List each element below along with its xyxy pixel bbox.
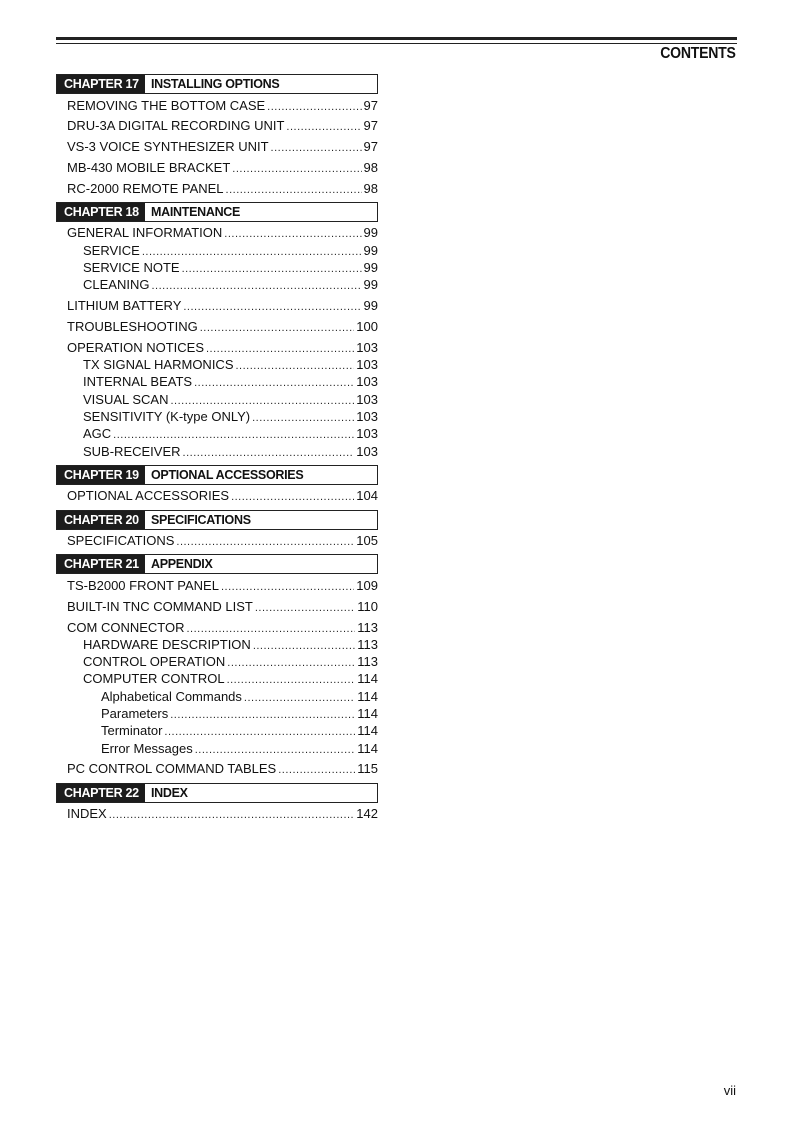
- toc-entry-title: CLEANING: [83, 277, 150, 293]
- chapter-number: CHAPTER 17: [57, 75, 145, 93]
- chapter-heading: [56, 465, 378, 485]
- toc-entry[interactable]: [56, 426, 378, 443]
- dot-leader: [142, 244, 362, 260]
- chapter-heading: [56, 554, 378, 574]
- toc-entry-page: 99: [363, 298, 378, 314]
- toc-entry-page: 114: [357, 723, 378, 739]
- chapter-heading: [56, 202, 378, 222]
- toc-entry-page: 97: [363, 97, 378, 113]
- dot-leader: [183, 299, 361, 315]
- dot-leader: [200, 320, 355, 336]
- header-rule-thick: [56, 37, 737, 40]
- page-title: CONTENTS: [660, 45, 736, 62]
- toc-entry-title: OPERATION NOTICES: [67, 339, 204, 355]
- chapter-title: APPENDIX: [151, 557, 213, 572]
- toc-entry-title: Alphabetical Commands: [101, 688, 242, 704]
- toc-entry[interactable]: [56, 357, 378, 374]
- dot-leader: [171, 393, 355, 409]
- toc-entry[interactable]: [56, 599, 378, 616]
- chapter-section: [56, 554, 378, 778]
- toc-entry-title: SPECIFICATIONS: [67, 533, 175, 549]
- toc-entry-page: 142: [356, 806, 378, 822]
- toc-entry-page: 103: [356, 357, 378, 373]
- dot-leader: [255, 600, 355, 616]
- toc-entry[interactable]: [56, 260, 378, 277]
- page-number: vii: [723, 1083, 736, 1098]
- toc-entry-title: HARDWARE DESCRIPTION: [83, 636, 251, 652]
- dot-leader: [182, 261, 362, 277]
- toc-entry-title: VS-3 VOICE SYNTHESIZER UNIT: [67, 139, 269, 155]
- toc-entry-page: 98: [363, 159, 378, 175]
- chapter-section: [56, 202, 378, 461]
- chapter-number: CHAPTER 22: [57, 784, 145, 802]
- chapter-heading: [56, 510, 378, 530]
- dot-leader: [226, 182, 362, 198]
- toc-entry-page: 97: [363, 139, 378, 155]
- toc-entry-title: BUILT-IN TNC COMMAND LIST: [67, 598, 253, 614]
- chapter-title: SPECIFICATIONS: [151, 512, 251, 527]
- toc-entry-title: TS-B2000 FRONT PANEL: [67, 577, 219, 593]
- toc-entry-title: Error Messages: [101, 740, 193, 756]
- toc-entry-page: 114: [357, 740, 378, 756]
- toc-entry-page: 97: [363, 118, 378, 134]
- dot-leader: [186, 621, 355, 637]
- toc-entry-page: 104: [356, 488, 378, 504]
- toc-entry[interactable]: [56, 671, 378, 688]
- dot-leader: [286, 119, 361, 135]
- toc-entry-title: PC CONTROL COMMAND TABLES: [67, 761, 277, 777]
- chapter-section: [56, 783, 378, 824]
- toc-entry-title: COMPUTER CONTROL: [83, 671, 225, 687]
- toc-entry[interactable]: [56, 298, 378, 315]
- dot-leader: [252, 410, 354, 426]
- toc-entry[interactable]: [56, 706, 378, 723]
- toc-entry[interactable]: [56, 761, 378, 778]
- toc-entry[interactable]: [56, 340, 378, 357]
- chapter-number: CHAPTER 19: [57, 466, 145, 484]
- toc-entry-page: 113: [357, 654, 378, 670]
- toc-entry-page: 100: [356, 318, 378, 334]
- dot-leader: [194, 375, 354, 391]
- dot-leader: [183, 445, 355, 461]
- dot-leader: [113, 427, 354, 443]
- toc-entry[interactable]: [56, 533, 378, 550]
- dot-leader: [235, 358, 354, 374]
- dot-leader: [271, 140, 362, 156]
- toc-entry-title: COM CONNECTOR: [67, 619, 185, 635]
- chapter-title: INDEX: [151, 785, 188, 800]
- toc-entry[interactable]: [56, 243, 378, 260]
- dot-leader: [231, 489, 354, 505]
- toc-entry[interactable]: [56, 98, 378, 115]
- toc-entry-page: 99: [363, 260, 378, 276]
- toc-entry[interactable]: [56, 488, 378, 505]
- toc-entry[interactable]: [56, 319, 378, 336]
- toc-entry[interactable]: [56, 225, 378, 242]
- dot-leader: [195, 742, 356, 758]
- dot-leader: [232, 161, 361, 177]
- chapter-number: CHAPTER 18: [57, 203, 145, 221]
- dot-leader: [221, 579, 354, 595]
- toc-entry[interactable]: [56, 637, 378, 654]
- chapter-title: INSTALLING OPTIONS: [151, 77, 280, 91]
- toc-entry-title: SUB-RECEIVER: [83, 443, 181, 459]
- toc-entry[interactable]: [56, 409, 378, 426]
- toc-entry-page: 99: [363, 242, 378, 258]
- toc-entry-page: 113: [357, 619, 378, 635]
- dot-leader: [278, 762, 355, 778]
- toc-entry-title: LITHIUM BATTERY: [67, 298, 182, 314]
- chapter-section: [56, 465, 378, 506]
- chapter-heading: [56, 74, 378, 94]
- toc-entry-page: 114: [357, 688, 378, 704]
- toc-entry-title: Parameters: [101, 706, 169, 722]
- toc-entry[interactable]: [56, 741, 378, 758]
- header-rule-thin: [56, 43, 737, 44]
- toc-entry-title: SENSITIVITY (K-type ONLY): [83, 408, 251, 424]
- dot-leader: [164, 724, 355, 740]
- toc-entry[interactable]: [56, 723, 378, 740]
- toc-entry-page: 113: [357, 636, 378, 652]
- toc-entry-title: SERVICE: [83, 242, 140, 258]
- dot-leader: [253, 638, 355, 654]
- dot-leader: [227, 655, 355, 671]
- toc-entry-page: 103: [356, 426, 378, 442]
- toc-entry-page: 103: [356, 443, 378, 459]
- toc-entry-title: TX SIGNAL HARMONICS: [83, 357, 234, 373]
- chapter-title: MAINTENANCE: [151, 204, 241, 219]
- toc-entry-page: 114: [357, 706, 378, 722]
- toc-entry-page: 99: [363, 277, 378, 293]
- chapter-number: CHAPTER 20: [57, 511, 145, 529]
- table-of-contents: [56, 74, 378, 824]
- toc-entry-title: RC-2000 REMOTE PANEL: [67, 180, 224, 196]
- toc-entry-page: 99: [363, 225, 378, 241]
- toc-entry-title: GENERAL INFORMATION: [67, 225, 223, 241]
- toc-entry-page: 105: [356, 533, 378, 549]
- toc-entry[interactable]: [56, 620, 378, 637]
- toc-entry-title: CONTROL OPERATION: [83, 654, 226, 670]
- toc-entry-title: Terminator: [101, 723, 163, 739]
- toc-entry-page: 110: [357, 598, 378, 614]
- dot-leader: [151, 278, 361, 294]
- toc-entry[interactable]: [56, 444, 378, 461]
- toc-entry-page: 109: [356, 577, 378, 593]
- dot-leader: [206, 341, 354, 357]
- dot-leader: [224, 226, 361, 242]
- toc-entry[interactable]: [56, 654, 378, 671]
- toc-entry[interactable]: [56, 374, 378, 391]
- toc-entry-page: 103: [356, 339, 378, 355]
- toc-entry[interactable]: [56, 277, 378, 294]
- toc-entry-page: 103: [356, 374, 378, 390]
- toc-entry[interactable]: [56, 392, 378, 409]
- toc-entry-title: INDEX: [67, 806, 107, 822]
- toc-entry-title: TROUBLESHOOTING: [67, 318, 198, 334]
- toc-entry[interactable]: [56, 160, 378, 177]
- chapter-section: [56, 74, 378, 198]
- chapter-section: [56, 510, 378, 551]
- dot-leader: [227, 672, 356, 688]
- toc-entry-title: MB-430 MOBILE BRACKET: [67, 159, 231, 175]
- toc-entry[interactable]: [56, 118, 378, 135]
- toc-entry-page: 98: [363, 180, 378, 196]
- toc-entry-page: 103: [356, 408, 378, 424]
- toc-entry-page: 114: [357, 671, 378, 687]
- toc-entry[interactable]: [56, 181, 378, 198]
- toc-entry-title: DRU-3A DIGITAL RECORDING UNIT: [67, 118, 285, 134]
- dot-leader: [170, 707, 355, 723]
- toc-entry[interactable]: [56, 578, 378, 595]
- toc-entry-title: AGC: [83, 426, 112, 442]
- chapter-number: CHAPTER 21: [57, 555, 145, 573]
- toc-entry[interactable]: [56, 689, 378, 706]
- dot-leader: [267, 99, 361, 115]
- dot-leader: [244, 690, 355, 706]
- chapter-heading: [56, 783, 378, 803]
- toc-entry-title: INTERNAL BEATS: [83, 374, 193, 390]
- dot-leader: [109, 807, 355, 823]
- toc-entry[interactable]: [56, 139, 378, 156]
- toc-entry-title: REMOVING THE BOTTOM CASE: [67, 97, 266, 113]
- toc-entry-title: OPTIONAL ACCESSORIES: [67, 488, 230, 504]
- toc-entry-title: SERVICE NOTE: [83, 260, 180, 276]
- toc-entry-page: 103: [356, 391, 378, 407]
- chapter-title: OPTIONAL ACCESSORIES: [151, 467, 304, 482]
- toc-entry[interactable]: [56, 806, 378, 823]
- dot-leader: [176, 534, 354, 550]
- toc-entry-title: VISUAL SCAN: [83, 391, 169, 407]
- toc-entry-page: 115: [357, 761, 378, 777]
